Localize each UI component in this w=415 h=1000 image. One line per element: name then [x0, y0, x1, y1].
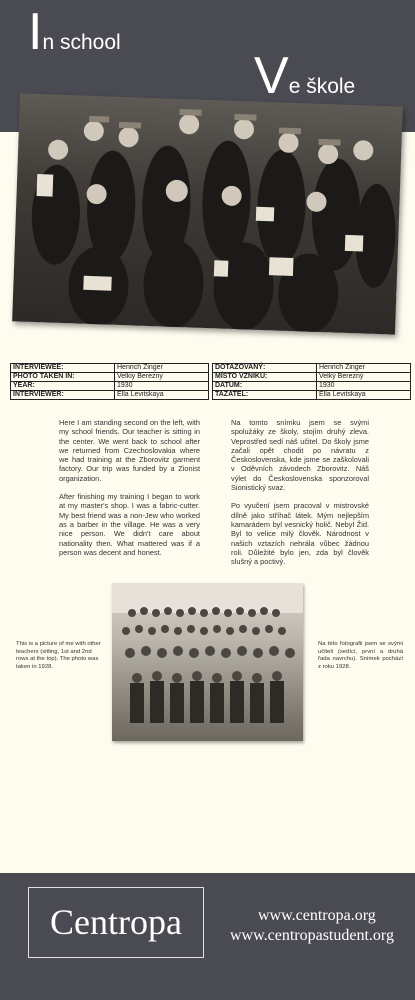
story-text-czech: [231, 418, 369, 575]
info-table-english: [10, 363, 209, 400]
teachers-group-photo: [112, 583, 303, 741]
info-label: DATUM:: [213, 382, 317, 391]
info-value: Velkiy Berezny: [115, 373, 209, 382]
info-value: 1930: [115, 382, 209, 391]
info-row: [213, 391, 411, 400]
info-label: YEAR:: [11, 382, 115, 391]
info-value: Velký Berezný: [317, 373, 411, 382]
info-label: DOTAZOVANÝ:: [213, 364, 317, 373]
footer-band: [0, 873, 415, 1000]
info-value: Ella Levitskaya: [317, 391, 411, 400]
url-centropa[interactable]: www.centropa.org: [258, 907, 376, 924]
title-cz-initial: V: [254, 47, 289, 105]
info-label: INTERVIEWER:: [11, 391, 115, 400]
title-en-initial: I: [28, 3, 43, 61]
info-label: PHOTO TAKEN IN:: [11, 373, 115, 382]
title-english: [28, 3, 121, 61]
paragraph: Po vyučení jsem pracoval v mistrovské dílně jako stříhač látek. Mým nejlepším kamarádem byl vesnický holič. Nebyl Žid. Byl to velice milý člověk. Národnost v našich vztazích nehrála vůbec žádnou roli. Důležité bylo jen, zda byl člověk slušný a poctivý.: [231, 501, 369, 567]
info-row: [213, 373, 411, 382]
school-friends-photo: [12, 93, 403, 334]
title-czech: [254, 47, 356, 105]
info-label: INTERVIEWEE:: [11, 364, 115, 373]
title-cz-rest: e škole: [288, 75, 356, 98]
info-row: [213, 364, 411, 373]
info-table-czech: [212, 363, 411, 400]
info-row: [11, 373, 209, 382]
url-centropastudent[interactable]: www.centropastudent.org: [230, 927, 394, 944]
info-row: [11, 382, 209, 391]
caption-czech: Na této fotografii jsem se svými učiteli (sedící, první a druhá řada navrchu). Snímek pochází z roku 1928.: [318, 641, 403, 670]
title-en-rest: n school: [42, 31, 121, 54]
info-row: [11, 391, 209, 400]
info-value: Henrich Zinger: [115, 364, 209, 373]
info-value: 1930: [317, 382, 411, 391]
info-label: MÍSTO VZNIKU:: [213, 373, 317, 382]
info-row: [213, 382, 411, 391]
info-value: Henrich Zinger: [317, 364, 411, 373]
paragraph: After finishing my training I began to work at my master's shop. I was a fabric-cutter. My best friend was a non-Jew who worked as a barber in the village. He was a very nice person. We didn't care about nationality then. What mattered was if a person was decent and honest.: [59, 492, 200, 557]
centropa-logo: Centropa: [28, 887, 204, 958]
caption-english: This is a picture of me with other teachers (sitting, 1st and 2nd rows at the top). The photo was taken in 1928.: [16, 641, 101, 670]
paragraph: Na tomto snímku jsem se svými spolužáky ze školy, stojím druhý zleva. Veprostřed sedí náš učitel. Do školy jsme začali opět chodit po návratu z Československa, kde jsme se zaškolovali v Oděvních závodech Zborovitz. Náš výlet do Československa sponzoroval Sionistický svaz.: [231, 418, 369, 493]
paragraph: Here I am standing second on the left, with my school friends. Our teacher is sitting in the center. We went back to school after we returned from Czechoslovakia where we had training at the Zborovitz garment factory. Our trip was funded by a Zionist organization.: [59, 418, 200, 483]
info-label: TAZATEL:: [213, 391, 317, 400]
story-text-english: [59, 418, 200, 566]
info-value: Ella Levitskaya: [115, 391, 209, 400]
info-row: [11, 364, 209, 373]
